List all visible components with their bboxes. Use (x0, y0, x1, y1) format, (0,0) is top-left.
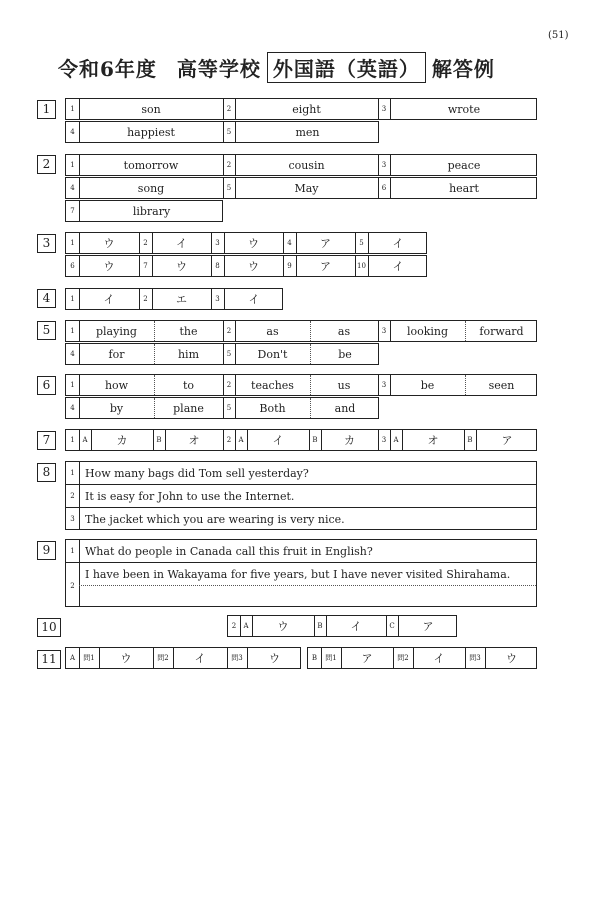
question-number-1: 1 (37, 100, 56, 119)
answer-row (227, 615, 457, 637)
sub-label: 問2 (397, 654, 409, 662)
answer-cell: be (338, 347, 352, 361)
answer-cell: heart (449, 181, 479, 195)
part-label: A (243, 622, 249, 630)
item-label: 3 (381, 105, 387, 113)
answer-row (65, 121, 379, 143)
answer-sentence: I have been in Wakayama for five years, but I have never visited Shirahama. (85, 567, 511, 581)
item-label: 2 (70, 492, 75, 500)
answer-cell: as (337, 324, 351, 338)
answer-cell: カ (344, 434, 355, 447)
answer-cell: as (266, 324, 279, 338)
answer-cell: and (334, 401, 356, 415)
item-label: 7 (143, 262, 148, 270)
answer-cell: Both (259, 401, 286, 415)
item-label: 8 (215, 262, 220, 270)
item-label: 2 (231, 622, 237, 630)
part-label: B (317, 622, 323, 630)
answer-cell: ア (361, 652, 373, 665)
answer-row (65, 374, 537, 396)
answer-cell: イ (272, 434, 284, 447)
item-label: 2 (226, 327, 232, 335)
answer-cell: tomorrow (123, 158, 179, 172)
answer-cell: happiest (127, 125, 175, 139)
answer-cell: eight (292, 102, 321, 116)
item-label: 1 (70, 327, 75, 335)
answer-sentence: How many bags did Tom sell yesterday? (85, 466, 309, 480)
sub-label: 問3 (231, 654, 243, 662)
answer-row (65, 320, 537, 342)
item-label: 1 (70, 436, 75, 444)
answer-cell: ア (501, 434, 513, 447)
answer-row (65, 177, 537, 199)
part-label: A (69, 654, 76, 662)
answer-cell: イ (194, 652, 206, 665)
answer-cell: イ (248, 293, 260, 306)
question-number-8: 8 (37, 463, 56, 482)
answer-cell: ウ (248, 237, 259, 250)
answer-cell: seen (488, 378, 515, 392)
answer-cell: イ (433, 652, 445, 665)
answer-cell: ウ (120, 652, 132, 665)
question-number-3: 3 (37, 234, 56, 253)
answer-row (307, 647, 537, 669)
item-label: 3 (70, 515, 75, 523)
item-label: 7 (70, 207, 75, 215)
answer-cell: カ (116, 434, 128, 447)
answer-cell: May (294, 181, 319, 195)
answer-block (65, 461, 537, 530)
answer-cell: ウ (248, 260, 259, 273)
question-number-5: 5 (37, 321, 56, 340)
item-label: 4 (287, 239, 292, 247)
item-label: 2 (226, 161, 232, 169)
item-label: 1 (70, 105, 75, 113)
question-number-2: 2 (37, 155, 56, 174)
answer-block (65, 539, 537, 607)
answer-cell: Don't (257, 347, 288, 361)
sub-label: 問1 (325, 654, 337, 662)
part-label: A (393, 436, 399, 444)
answer-cell: イ (392, 237, 404, 250)
item-label: 1 (70, 295, 75, 303)
item-label: 2 (226, 381, 232, 389)
answer-cell: playing (96, 324, 137, 338)
answer-cell: ウ (277, 620, 289, 633)
answer-cell: men (295, 125, 320, 139)
answer-row (65, 98, 537, 120)
item-label: 3 (381, 436, 387, 444)
part-label: A (82, 436, 88, 444)
item-label: 5 (226, 404, 232, 412)
sub-label: 問2 (157, 654, 169, 662)
item-label: 2 (70, 581, 75, 590)
item-label: 4 (70, 128, 75, 136)
item-label: 4 (70, 184, 75, 192)
question-number-7: 7 (37, 431, 56, 450)
answer-cell: be (420, 378, 435, 392)
answer-cell: by (109, 401, 124, 415)
answer-cell: ウ (103, 260, 115, 273)
answer-sentence: What do people in Canada call this fruit in English? (85, 544, 373, 558)
item-label: 3 (381, 381, 387, 389)
title-subject: 外国語（英語） (267, 52, 426, 83)
answer-cell: plane (173, 401, 204, 415)
answer-sentence: It is easy for John to use the Internet. (85, 489, 295, 503)
answer-cell: forward (479, 324, 524, 338)
item-label: 9 (287, 262, 292, 270)
page-number: (51) (548, 30, 569, 41)
title-answers: 解答例 (431, 57, 495, 81)
item-label: 3 (215, 295, 220, 303)
answer-cell: ア (422, 620, 434, 633)
answer-cell: song (137, 181, 165, 195)
part-label: B (467, 436, 473, 444)
question-number-11: 11 (37, 650, 61, 669)
answer-cell: library (132, 204, 171, 218)
item-label: 2 (226, 436, 232, 444)
item-label: 5 (226, 184, 232, 192)
answer-cell: エ (176, 293, 187, 306)
item-label: 10 (357, 262, 366, 270)
answer-row (65, 154, 537, 176)
item-label: 1 (70, 381, 75, 389)
answer-cell: イ (176, 237, 187, 250)
answer-cell: イ (350, 620, 362, 633)
part-label: A (238, 436, 244, 444)
answer-cell: オ (427, 434, 439, 447)
item-label: 5 (359, 239, 364, 247)
answer-cell: ア (320, 260, 331, 273)
part-label: C (389, 622, 395, 630)
answer-row (65, 232, 427, 254)
item-label: 4 (70, 404, 75, 412)
item-label: 1 (70, 547, 75, 555)
answer-cell: us (337, 378, 351, 392)
item-label: 3 (381, 327, 387, 335)
item-label: 2 (143, 295, 148, 303)
answer-cell: オ (188, 434, 200, 447)
question-number-9: 9 (37, 541, 56, 560)
item-label: 1 (70, 469, 75, 477)
item-label: 2 (226, 105, 232, 113)
answer-cell: cousin (288, 158, 325, 172)
answer-sentence: The jacket which you are wearing is very nice. (85, 512, 345, 526)
answer-cell: ウ (506, 652, 517, 665)
item-label: 1 (70, 239, 75, 247)
item-label: 6 (70, 262, 75, 270)
item-label: 4 (70, 350, 75, 358)
sub-label: 問1 (83, 654, 95, 662)
title-school: 高等学校 (176, 57, 261, 81)
answer-cell: イ (103, 293, 115, 306)
answer-cell: son (141, 102, 161, 116)
item-label: 3 (215, 239, 220, 247)
item-label: 1 (70, 161, 75, 169)
answer-row (65, 429, 537, 451)
item-label: 2 (143, 239, 148, 247)
sub-label: 問3 (469, 654, 481, 662)
answer-row (65, 288, 283, 310)
answer-row (65, 343, 379, 365)
answer-row (65, 200, 223, 222)
answer-row (65, 397, 379, 419)
item-label: 5 (226, 128, 232, 136)
part-label: B (156, 436, 162, 444)
answer-cell: to (182, 378, 195, 392)
item-label: 3 (381, 161, 387, 169)
answer-row (65, 255, 427, 277)
item-label: 5 (226, 350, 232, 358)
part-label: B (312, 436, 318, 444)
question-number-6: 6 (37, 376, 56, 395)
answer-cell: peace (447, 158, 481, 172)
answer-cell: ウ (269, 652, 280, 665)
answer-cell: how (104, 378, 129, 392)
answer-cell: イ (392, 260, 404, 273)
answer-cell: the (179, 324, 198, 338)
answer-cell: ウ (103, 237, 115, 250)
answer-cell: ウ (176, 260, 187, 273)
item-label: 6 (381, 184, 387, 192)
answer-cell: teaches (251, 378, 294, 392)
answer-cell: for (108, 347, 125, 361)
question-number-4: 4 (37, 289, 56, 308)
answer-cell: looking (406, 324, 449, 338)
answer-cell: wrote (447, 102, 481, 116)
question-number-10: 10 (37, 618, 61, 637)
page-title (58, 52, 495, 83)
answer-cell: ア (320, 237, 331, 250)
title-era: 令和6年度 (58, 57, 157, 81)
answer-cell: him (177, 347, 200, 361)
part-label: B (311, 654, 318, 662)
answer-row (65, 647, 301, 669)
